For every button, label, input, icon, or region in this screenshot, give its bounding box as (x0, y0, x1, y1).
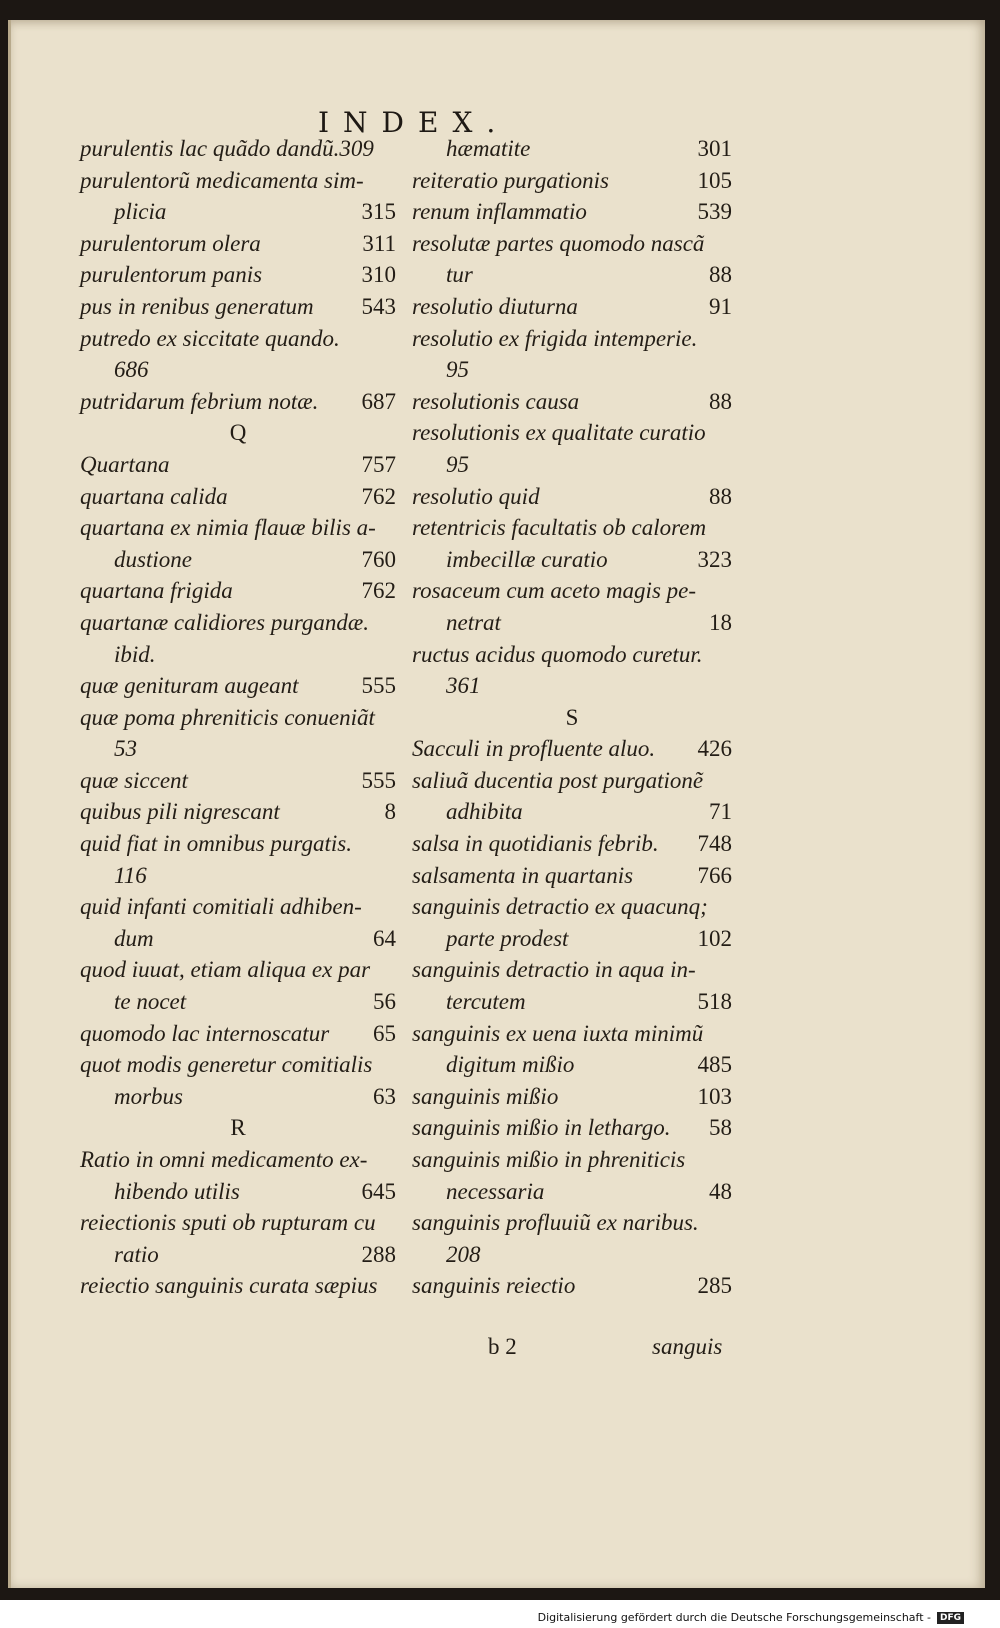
index-entry (80, 544, 396, 576)
index-entry-page-number: 71 (709, 799, 732, 825)
index-entry-text: saliuã ducentia post purgationẽ (412, 767, 704, 793)
index-entry (412, 891, 732, 923)
index-entry-text: 361 (446, 673, 481, 699)
index-entry-page-number: 64 (373, 925, 396, 951)
index-entry-text: te nocet (114, 989, 187, 1015)
index-entry-text: salsamenta in quartanis (412, 862, 634, 888)
index-entry-text: hibendo utilis (114, 1178, 240, 1204)
page-footer (0, 1334, 1000, 1366)
index-entry-text: quæ poma phreniticis conueniãt (80, 704, 375, 730)
index-entry-page-number: 539 (697, 199, 732, 225)
index-entry (80, 354, 396, 386)
index-entry (412, 733, 732, 765)
index-entry-page-number: 323 (697, 546, 732, 572)
index-entry-page-number: 311 (362, 230, 396, 256)
index-entry-page-number: 91 (709, 293, 732, 319)
index-entry-text: quæ siccent (80, 767, 188, 793)
page-header: INDEX. (318, 106, 510, 139)
index-entry-page-number: 762 (361, 578, 396, 604)
index-entry (80, 449, 396, 481)
index-entry-page-number: 760 (361, 546, 396, 572)
index-entry-text: pus in renibus generatum (80, 293, 314, 319)
index-entry (412, 639, 732, 671)
index-entry (412, 449, 732, 481)
index-entry-text: Ratio in omni medicamento ex- (80, 1147, 368, 1172)
index-entry-page-number: 48 (709, 1178, 732, 1204)
index-entry (412, 670, 732, 702)
index-entry-text: ratio (114, 1241, 159, 1267)
index-entry (412, 354, 732, 386)
index-entry-text: tercutem (446, 989, 526, 1015)
index-entry-page-number: 762 (361, 483, 396, 509)
index-entry (80, 259, 396, 291)
index-entry-text: reiectionis sputi ob rupturam cu (80, 1210, 376, 1236)
index-entry (80, 1081, 396, 1113)
index-entry-text: 95 (446, 357, 469, 383)
index-entry-text: hæmatite (446, 136, 531, 161)
index-entry-page-number: 88 (709, 262, 732, 288)
index-entry (80, 607, 396, 639)
index-entry (412, 133, 732, 165)
index-entry (412, 986, 732, 1018)
index-entry-text: 95 (446, 451, 469, 477)
index-entry (80, 1176, 396, 1208)
index-entry-text: purulentorum panis (80, 262, 263, 288)
index-entry-text: sanguinis mißio in lethargo. (412, 1115, 671, 1141)
index-entry-page-number: 315 (361, 199, 396, 225)
index-entry-page-number: 285 (697, 1273, 732, 1299)
index-entry (412, 259, 732, 291)
index-entry-page-number: 18 (709, 609, 732, 635)
index-entry (412, 196, 732, 228)
index-entry (412, 828, 732, 860)
index-entry-page-number: 63 (373, 1083, 396, 1109)
index-entry (412, 1081, 732, 1113)
index-entry-page-number: 105 (697, 167, 732, 193)
index-entry (412, 481, 732, 513)
index-entry-text: imbecillæ curatio (446, 546, 608, 572)
index-entry-text: Sacculi in profluente aluo. (412, 736, 656, 762)
index-entry-text: sanguinis mißio (412, 1083, 559, 1109)
index-entry-text: resolutio ex frigida intemperie. (412, 325, 698, 351)
index-entry (412, 765, 732, 797)
signature-mark: b 2 (488, 1334, 517, 1359)
index-entry (412, 575, 732, 607)
index-entry-text: 208 (446, 1241, 481, 1267)
index-entry-text: adhibita (446, 799, 523, 825)
index-entry-page-number: 56 (373, 989, 396, 1015)
index-entry (80, 670, 396, 702)
index-entry (80, 1239, 396, 1271)
index-entry-text: quid infanti comitiali adhiben- (80, 894, 362, 920)
index-entry (80, 733, 396, 765)
index-entry-text: quartanæ calidiores purgandæ. (80, 609, 370, 635)
index-entry (412, 860, 732, 892)
index-entry (80, 860, 396, 892)
index-entry-text: necessaria (446, 1178, 545, 1204)
index-entry-text: resolutio quid (412, 483, 540, 509)
index-entry (412, 1207, 732, 1239)
index-entry (80, 1144, 396, 1176)
index-entry (80, 133, 396, 165)
index-entry (80, 165, 396, 197)
index-entry-page-number: 687 (361, 388, 396, 414)
index-section-letter (80, 417, 396, 449)
index-entry-page-number: 102 (697, 925, 732, 951)
index-entry-page-number: 301 (697, 136, 732, 161)
index-entry-text: S (565, 704, 579, 730)
catchword: sanguis (652, 1334, 723, 1359)
index-entry-text: ibid. (114, 641, 156, 667)
index-entry-text: netrat (446, 609, 501, 635)
index-entry-text: tur (446, 262, 473, 288)
index-entry (80, 291, 396, 323)
index-entry-page-number: 757 (361, 451, 396, 477)
index-entry-text: resolutionis ex qualitate curatio (412, 420, 706, 446)
index-entry-text: rosaceum cum aceto magis pe- (412, 578, 697, 604)
index-entry-page-number: 88 (709, 388, 732, 414)
index-entry (80, 954, 396, 986)
index-entry-text: sanguinis profluuiũ ex naribus. (412, 1210, 699, 1236)
index-entry (80, 481, 396, 513)
index-entry-text: renum inflammatio (412, 199, 587, 225)
index-entry-text: sanguinis mißio in phreniticis (412, 1147, 686, 1172)
index-entry (412, 1144, 732, 1176)
index-entry (80, 702, 396, 734)
index-entry-page-number: 518 (697, 989, 732, 1015)
index-entry-page-number: 426 (697, 736, 732, 762)
index-entry-page-number: 485 (697, 1052, 732, 1078)
index-entry (80, 575, 396, 607)
index-entry (412, 1239, 732, 1271)
index-entry-text: putridarum febrium notæ. (80, 388, 319, 414)
index-entry-text: quid fiat in omnibus purgatis. (80, 831, 352, 857)
index-entry (80, 1207, 396, 1239)
index-entry-text: retentricis facultatis ob calorem (412, 515, 707, 541)
index-entry-page-number: 288 (361, 1241, 396, 1267)
index-entry (412, 417, 732, 449)
index-entry-text: 686 (114, 357, 149, 383)
index-entry-text: parte prodest (446, 925, 569, 951)
index-entry-text: R (230, 1115, 246, 1141)
index-entry (412, 1176, 732, 1208)
index-entry-text: quod iuuat, etiam aliqua ex par (80, 957, 371, 983)
index-entry-text: resolutio diuturna (412, 293, 578, 319)
index-entry-text: quartana calida (80, 483, 228, 509)
index-entry-page-number: 58 (709, 1115, 732, 1141)
index-column-left (80, 133, 396, 1302)
index-entry-page-number: 88 (709, 483, 732, 509)
index-entry-page-number: 555 (361, 673, 396, 699)
index-section-letter (412, 702, 732, 734)
index-entry-page-number: 543 (361, 293, 396, 319)
index-entry (80, 1018, 396, 1050)
index-entry-text: salsa in quotidianis febrib. (412, 831, 659, 857)
index-entry-text: ructus acidus quomodo curetur. (412, 641, 703, 667)
index-entry-text: quibus pili nigrescant (80, 799, 280, 825)
index-entry-text: reiteratio purgationis (412, 167, 609, 193)
index-entry-text: quot modis generetur comitialis (80, 1052, 373, 1078)
digitization-credit (538, 1611, 964, 1624)
index-entry-text: sanguinis detractio in aqua in- (412, 957, 696, 983)
index-entry (412, 323, 732, 355)
index-entry-text: purulentis lac quãdo dandũ.309 (80, 136, 374, 161)
index-entry (412, 607, 732, 639)
index-entry-page-number: 748 (697, 831, 732, 857)
index-entry-text: resolutæ partes quomodo nascã (412, 230, 705, 256)
index-entry (80, 323, 396, 355)
index-entry (80, 1270, 396, 1302)
index-section-letter (80, 1112, 396, 1144)
index-entry (412, 386, 732, 418)
index-entry-page-number: 555 (361, 767, 396, 793)
index-entry (412, 923, 732, 955)
index-entry-page-number: 310 (361, 262, 396, 288)
index-entry (80, 228, 396, 260)
index-entry-text: morbus (114, 1083, 184, 1109)
index-entry (412, 165, 732, 197)
index-entry-text: purulentorũ medicamenta sim- (80, 167, 364, 193)
index-entry (412, 954, 732, 986)
index-entry-text: 116 (114, 862, 147, 888)
index-entry (412, 228, 732, 260)
index-entry-page-number: 65 (373, 1020, 396, 1046)
index-column-right (412, 133, 732, 1302)
index-entry-text: sanguinis detractio ex quacunq; (412, 894, 708, 920)
index-entry-page-number: 645 (361, 1178, 396, 1204)
index-entry (80, 828, 396, 860)
index-entry (80, 1049, 396, 1081)
index-entry-text: digitum mißio (446, 1052, 575, 1078)
index-entry (80, 923, 396, 955)
index-entry-text: resolutionis causa (412, 388, 580, 414)
index-entry (412, 1270, 732, 1302)
index-entry-text: quartana ex nimia flauæ bilis a- (80, 515, 376, 541)
index-entry (80, 796, 396, 828)
index-entry-page-number: 766 (697, 862, 732, 888)
index-entry-page-number: 103 (697, 1083, 732, 1109)
index-entry (412, 1018, 732, 1050)
index-entry (412, 291, 732, 323)
index-entry (80, 639, 396, 671)
index-entry-text: dustione (114, 546, 192, 572)
index-entry (80, 512, 396, 544)
index-entry-text: quartana frigida (80, 578, 233, 604)
index-entry (80, 196, 396, 228)
index-entry (412, 1049, 732, 1081)
credit-text: Digitalisierung gefördert durch die Deutsche Forschungsgemeinschaft - (537, 1611, 931, 1624)
index-entry-text: putredo ex siccitate quando. (80, 325, 340, 351)
index-entry-text: dum (114, 925, 154, 951)
dfg-logo: DFG (937, 1612, 964, 1624)
index-entry (80, 986, 396, 1018)
index-entry (412, 512, 732, 544)
index-entry-text: sanguinis ex uena iuxta minimũ (412, 1020, 704, 1046)
index-entry-text: plicia (114, 199, 167, 225)
index-entry-page-number: 8 (384, 799, 396, 825)
index-entry (412, 796, 732, 828)
index-entry-text: Quartana (80, 451, 170, 477)
index-entry (412, 544, 732, 576)
index-entry-text: 53 (114, 736, 137, 762)
index-entry-text: purulentorum olera (80, 230, 261, 256)
index-entry-text: quomodo lac internoscatur (80, 1020, 330, 1046)
index-entry-text: reiectio sanguinis curata sæpius (80, 1273, 378, 1299)
index-entry (80, 386, 396, 418)
index-entry-text: Q (229, 420, 247, 446)
index-entry (80, 891, 396, 923)
index-entry (80, 765, 396, 797)
index-entry-text: sanguinis reiectio (412, 1273, 576, 1299)
index-entry (412, 1112, 732, 1144)
index-entry-text: quæ genituram augeant (80, 673, 299, 699)
